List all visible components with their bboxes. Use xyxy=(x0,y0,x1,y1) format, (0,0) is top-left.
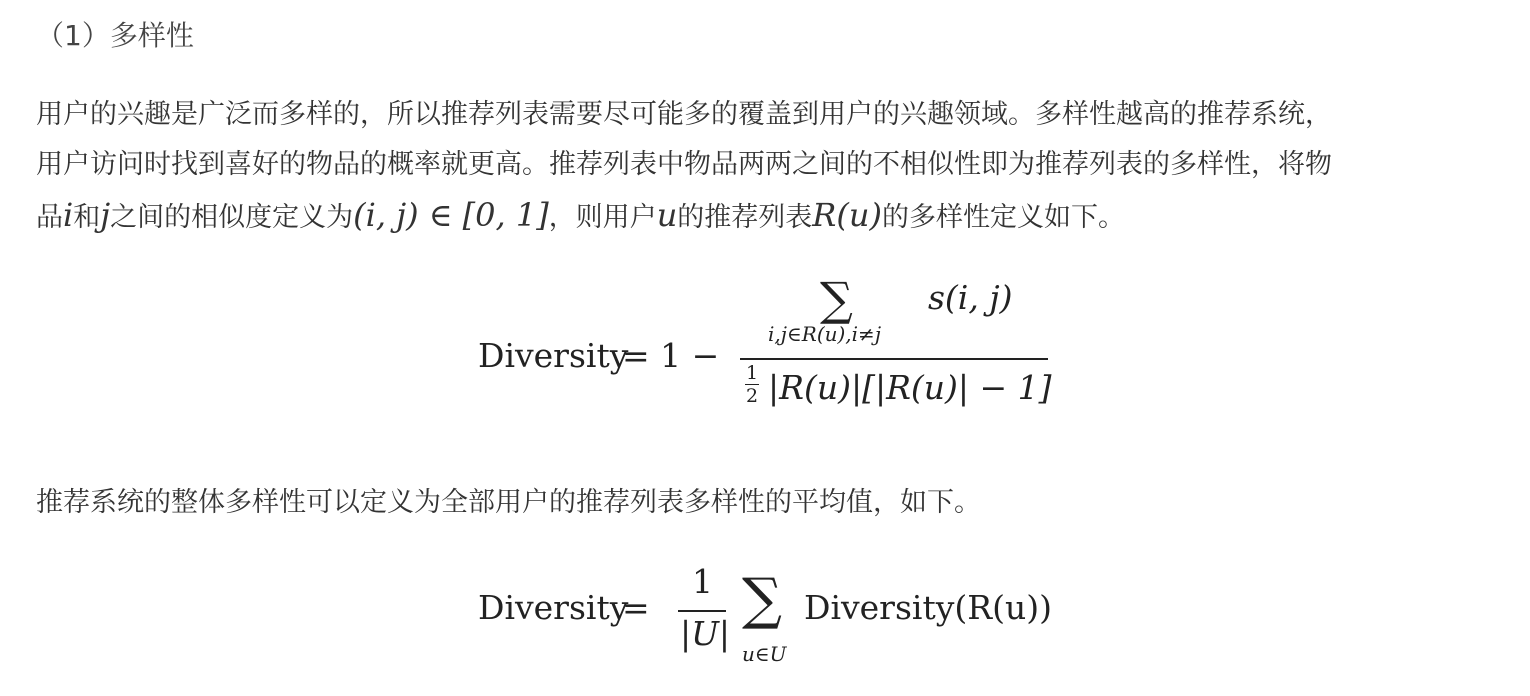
formula2-fraction-numerator: 1 xyxy=(692,562,713,601)
text-segment: ，则用户 xyxy=(548,202,657,233)
formula1-sum-symbol: ∑ xyxy=(820,272,853,326)
formula1-lhs: Diversity xyxy=(478,336,629,375)
text-segment: 的多样性定义如下。 xyxy=(881,202,1125,233)
formula2-equals: = xyxy=(622,588,650,627)
formula2-sum-subscript: u∈U xyxy=(742,642,787,666)
formula2-sum-symbol: ∑ xyxy=(742,567,782,632)
formula2-rhs: Diversity(R(u)) xyxy=(804,588,1052,627)
formula1-half-denominator: 2 xyxy=(746,385,759,407)
text-segment: 之间的相似度定义为 xyxy=(110,202,354,233)
formula1-sum-subscript: i,j∈R(u),i≠j xyxy=(768,322,882,346)
average-paragraph xyxy=(36,478,1506,528)
text-segment: 的推荐列表 xyxy=(677,202,813,233)
formula1-half-numerator: 1 xyxy=(746,362,759,384)
formula1-denominator: |R(u)|[|R(u)| − 1] xyxy=(768,368,1052,407)
math-r-of-u: R(u) xyxy=(812,196,882,234)
text-segment: 和 xyxy=(73,202,101,233)
formula2-lhs: Diversity xyxy=(478,588,629,627)
math-similarity-range: (i, j) ∈ [0, 1] xyxy=(353,196,549,234)
paragraph-line-1: 用户的兴趣是广泛而多样的，所以推荐列表需要尽可能多的覆盖到用户的兴趣领域。多样性越高的推荐系统， xyxy=(36,99,1332,130)
formula1-equals: = 1 − xyxy=(622,336,720,375)
paragraph-text: 推荐系统的整体多样性可以定义为全部用户的推荐列表多样性的平均值，如下。 xyxy=(36,487,981,518)
formula2-fraction-denominator: |U| xyxy=(680,614,731,653)
text-segment: 品 xyxy=(36,202,63,233)
math-j: j xyxy=(100,196,111,234)
math-i: i xyxy=(63,196,74,234)
formula1-sum-term: s(i, j) xyxy=(928,278,1013,317)
paragraph-line-3 xyxy=(36,190,1506,243)
formula1-fraction-bar xyxy=(740,358,1048,360)
paragraph-line-2: 用户访问时找到喜好的物品的概率就更高。推荐列表中物品两两之间的不相似性即为推荐列表的多样性，将物 xyxy=(36,149,1332,180)
definition-paragraph xyxy=(36,90,1506,243)
section-heading: （1）多样性 xyxy=(36,19,194,52)
formula2-fraction-bar xyxy=(678,610,726,612)
math-u: u xyxy=(656,196,678,234)
